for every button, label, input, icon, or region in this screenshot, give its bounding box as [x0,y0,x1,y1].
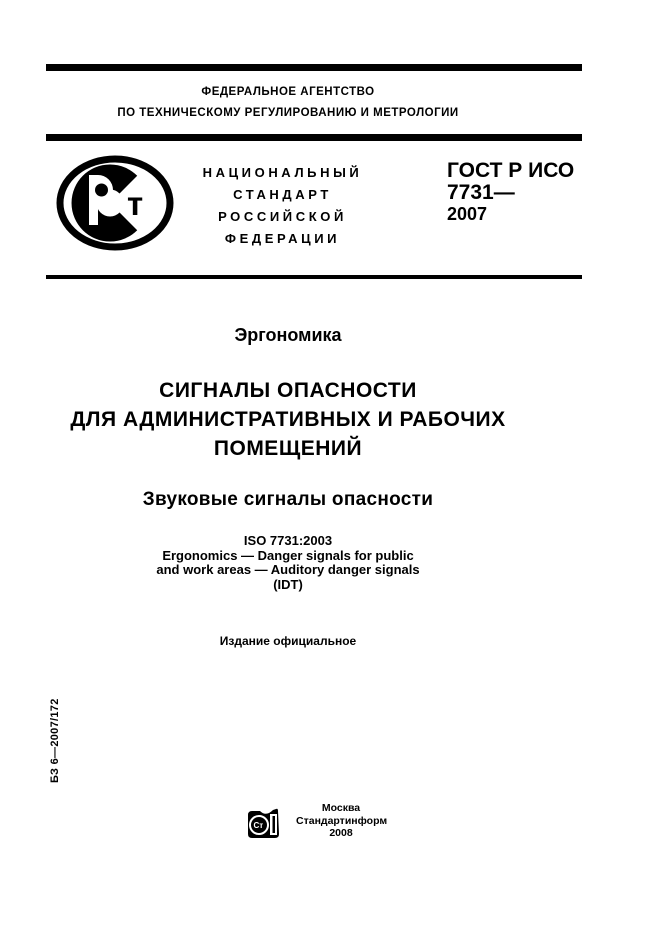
standard-designation [447,160,574,225]
agency-header [46,82,530,124]
subtitle: Звуковые сигналы опасности [142,489,434,510]
imprint-publisher: Стандартинформ [296,814,388,827]
edition-note: Издание официальное [219,634,357,648]
designation-line-3: 2007 [447,204,488,224]
imprint-city: Москва [321,802,361,814]
imprint-year: 2008 [329,827,353,839]
iso-reference-block [46,534,530,592]
standard-type-line-1: НАЦИОНАЛЬНЫЙ [202,165,363,180]
main-title [46,376,530,463]
standard-type-line-4: ФЕДЕРАЦИИ [224,231,341,246]
standartinform-logo-icon [246,806,280,840]
top-rule-lower [46,134,582,141]
agency-line-1: ФЕДЕРАЛЬНОЕ АГЕНТСТВО [201,86,375,98]
iso-reference-line-3: and work areas — Auditory danger signals [156,562,420,577]
main-title-line-1: СИГНАЛЫ ОПАСНОСТИ [159,379,417,402]
standard-type-label [150,162,415,250]
main-title-line-2: ДЛЯ АДМИНИСТРАТИВНЫХ И РАБОЧИХ [70,408,506,431]
iso-reference-line-2: Ergonomics — Danger signals for public [162,547,414,563]
side-registration-code: БЗ 6—2007/172 [49,698,61,783]
standard-type-line-2: СТАНДАРТ [233,187,332,202]
subject-heading: Эргономика [234,325,342,345]
iso-reference-line-1: ISO 7731:2003 [243,533,333,548]
imprint-block [296,802,386,840]
standard-type-line-3: РОССИЙСКОЙ [218,209,347,224]
agency-line-2: ПО ТЕХНИЧЕСКОМУ РЕГУЛИРОВАНИЮ И МЕТРОЛОГИИ [117,107,459,119]
designation-line-2: 7731— [447,181,515,204]
main-title-line-3: ПОМЕЩЕНИЙ [213,437,363,460]
rst-letter-t: т [127,185,144,222]
iso-reference-line-4: (IDT) [273,576,303,592]
mid-rule [46,275,582,279]
publisher-logo-letters: Ст [253,821,264,830]
designation-line-1: ГОСТ Р ИСО [447,159,575,182]
top-rule-upper [46,64,582,71]
